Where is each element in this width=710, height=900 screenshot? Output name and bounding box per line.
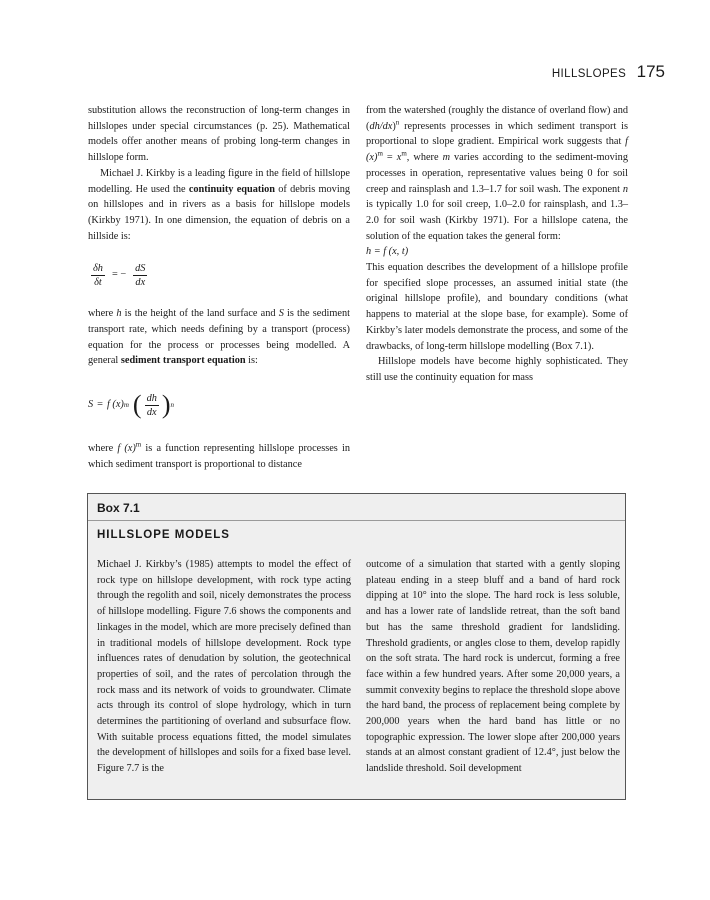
continuity-equation: $\frac{\delta h}{\delta t}$ = − $\frac{dS}{dx}$ [93,262,146,288]
running-header [88,62,665,82]
box-label: Box 7.1 [97,501,140,515]
paragraph: Michael J. Kirkby is a leading figure in the field of hillslope modelling. He used the continuity equation of debris moving on hillslopes and in rivers as a basis for hillslope models (Kirkby 1971). In one dimension, the equation of debris on a hillside is: [88,167,350,242]
box-7-1 [87,493,626,800]
box-title: HILLSLOPE MODELS [97,529,230,541]
box-divider [88,520,625,521]
paragraph: substitution allows the reconstruction of long-term changes in hillslopes under special circumstances (p. 25). Mathematical models offer another means of probing long-term changes in hillslope form. [88,105,350,164]
section-title: HILLSLOPES [551,68,627,80]
box-left-column: Michael J. Kirkby’s (1985) attempts to model the effect of rock type on hillslope development, with rock type acting through the regolith and soil, nicely demonstrates the process of hillslope modelling. Figure 7.6 shows the components and linkages in the model, which are more precisely defined than in traditional models of hillslope development. Rock type influences rates of denudation by solution, the geotechnical properties of soil, and the rates of percolation through the rock mass and its network of voids to groundwater. Climate acts through its control of slope hydrology, which in turn determines the partitioning of overland and subsurface flow. With suitable process equations fitted, the model simulates the development of hillslopes and soils for a fixed base level. Figure 7.7 is the [97,559,351,775]
left-column [88,103,350,473]
paragraph: where h is the height of the land surface and S is the sediment transport rate, which needs defining by a transport (process) equation for the process or processes being modelled. A general sediment transport equation is: [88,308,350,367]
paragraph: from the watershed (roughly the distance of overland flow) and $(dh/dx)^n$ represents processes in which sediment transport is proportional to slope gradient. Empirical work suggests that f $(x)^m = x^m$, where m varies according to the sediment-moving processes in operation, representative values being 0 for soil creep and rainsplash and 1.3–1.7 for soil wash. The exponent n is typically 1.0 for soil creep, 1.0–2.0 for rainsplash, and 1.3–2.0 for soil wash (Kirkby 1971). For a hillslope catena, the solution of the equation takes the general form: [366,105,628,242]
page-number: 175 [636,62,665,81]
paragraph: This equation describes the development of a hillslope profile for specified slope processes, an assumed initial state (the original hillslope profile), and boundary conditions (what happens to material at the slope base, for example). Some of Kirkby’s later models demonstrate the process, and some of the drawbacks, of long-term hillslope modelling (Box 7.1). [366,262,628,352]
paragraph: where f $(x)^m$ is a function representing hillslope processes in which sediment transport is proportional to distance [88,440,350,470]
general-solution-equation: h = f (x, t) [366,246,409,258]
paragraph: Hillslope models have become highly sophisticated. They still use the continuity equation for mass [366,356,628,383]
box-right-column: outcome of a simulation that started with a gently sloping plateau ending in a steep bluff and a band of hard rock dipping at 10° into the slope. The hard rock is less soluble, and has a lower rate of landslide retreat, than the soft band but has the same threshold gradient for landsliding. Threshold gradients, or angles close to them, develop rapidly on the soft strata. The hard rock is undercut, forming a free face within a few hundred years. After some 20,000 years, a summit convexity begins to replace the threshold slope above the hard band, the process of replacement being complete by 200,000 years when the hard band has little or no topographic expression. The lower slope after 200,000 years stands at an almost constant gradient of 12.4°, just below the landslide threshold. Soil development [366,559,620,775]
right-column [366,103,628,386]
sediment-transport-equation: S = f (x) m ( $\frac{dh}{dx}$ ) n [88,390,175,420]
